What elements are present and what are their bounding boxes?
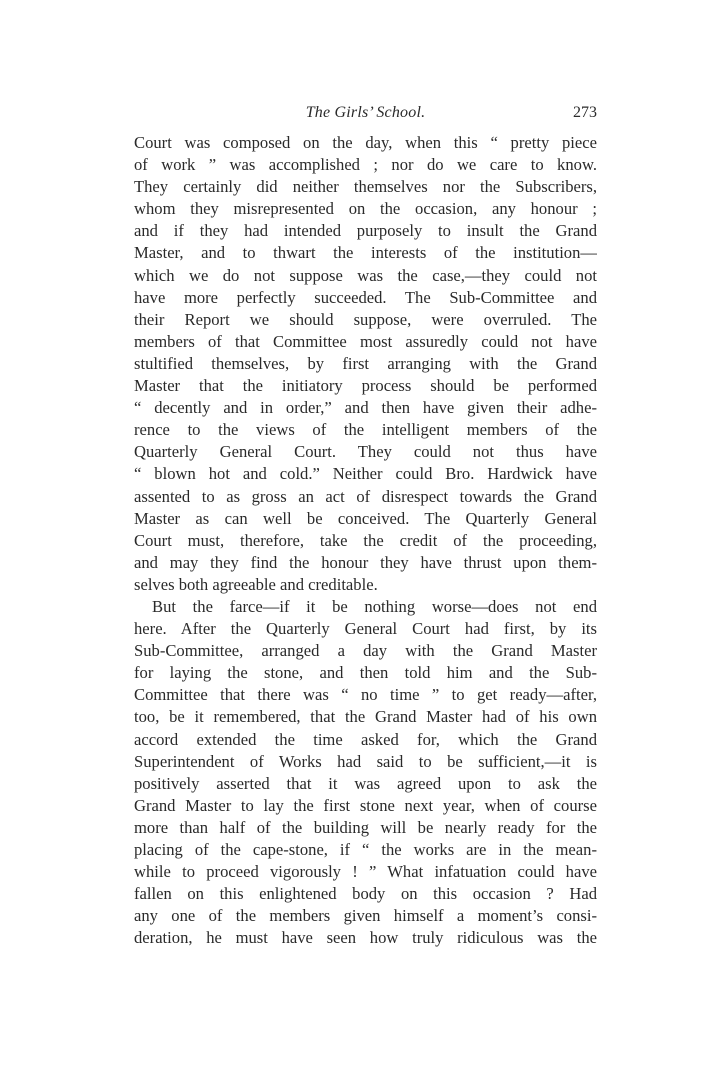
text-line: positively asserted that it was agreed upon to ask the: [134, 773, 597, 793]
page-number: 273: [573, 104, 597, 121]
text-line: too, be it remembered, that the Grand Master had of his own: [134, 707, 597, 727]
text-line: for laying the stone, and then told him and the Sub-: [134, 663, 597, 683]
text-line: members of that Committee most assuredly could not have: [134, 331, 597, 351]
text-line: any one of the members given himself a moment’s consi-: [134, 906, 597, 926]
text-line: Quarterly General Court. They could not thus have: [134, 442, 597, 462]
text-line: stultified themselves, by first arranging with the Grand: [134, 353, 597, 373]
running-head: [134, 104, 597, 132]
text-line: Court must, therefore, take the credit of the proceeding,: [134, 530, 597, 550]
text-line: their Report we should suppose, were overruled. The: [134, 309, 597, 329]
text-line: whom they misrepresented on the occasion, any honour ;: [134, 199, 597, 219]
running-title: The Girls’ School.: [305, 104, 426, 121]
text-line: assented to as gross an act of disrespect towards the Grand: [134, 486, 597, 506]
text-line: here. After the Quarterly General Court had first, by its: [134, 619, 597, 639]
text-line: “ decently and in order,” and then have given their adhe-: [134, 398, 597, 418]
text-line: Committee that there was “ no time ” to get ready—after,: [134, 685, 597, 705]
text-line: Sub-Committee, arranged a day with the Grand Master: [134, 641, 597, 661]
text-line: which we do not suppose was the case,—they could not: [134, 265, 597, 285]
text-line: of work ” was accomplished ; nor do we care to know.: [134, 155, 597, 175]
text-line: accord extended the time asked for, which the Grand: [134, 729, 597, 749]
text-line: have more perfectly succeeded. The Sub-Committee and: [134, 287, 597, 307]
text-line: Grand Master to lay the first stone next year, when of course: [134, 795, 597, 815]
body-text: [134, 132, 597, 949]
text-line: and may they find the honour they have thrust upon them-: [134, 552, 597, 572]
text-line-paragraph-start: But the farce—if it be nothing worse—does not end: [152, 596, 597, 616]
text-line: more than half of the building will be nearly ready for the: [134, 817, 597, 837]
text-line: rence to the views of the intelligent members of the: [134, 420, 597, 440]
text-line: fallen on this enlightened body on this occasion ? Had: [134, 884, 597, 904]
text-line-paragraph-end: selves both agreeable and creditable.: [134, 574, 378, 594]
text-line: placing of the cape-stone, if “ the works are in the mean-: [134, 840, 597, 859]
text-line: Master, and to thwart the interests of the institution—: [134, 243, 597, 263]
text-line: Master that the initiatory process should be performed: [134, 376, 597, 396]
text-line: They certainly did neither themselves nor the Subscribers,: [134, 177, 597, 197]
text-line: while to proceed vigorously ! ” What infatuation could have: [134, 862, 597, 882]
book-page: [134, 104, 597, 949]
text-line: deration, he must have seen how truly ridiculous was the: [134, 928, 597, 948]
text-line: and if they had intended purposely to insult the Grand: [134, 221, 597, 241]
text-line: Court was composed on the day, when this “ pretty piece: [134, 133, 597, 152]
text-line: Master as can well be conceived. The Quarterly General: [134, 508, 597, 528]
text-line: “ blown hot and cold.” Neither could Bro. Hardwick have: [134, 464, 597, 484]
text-line: Superintendent of Works had said to be sufficient,—it is: [134, 751, 597, 771]
